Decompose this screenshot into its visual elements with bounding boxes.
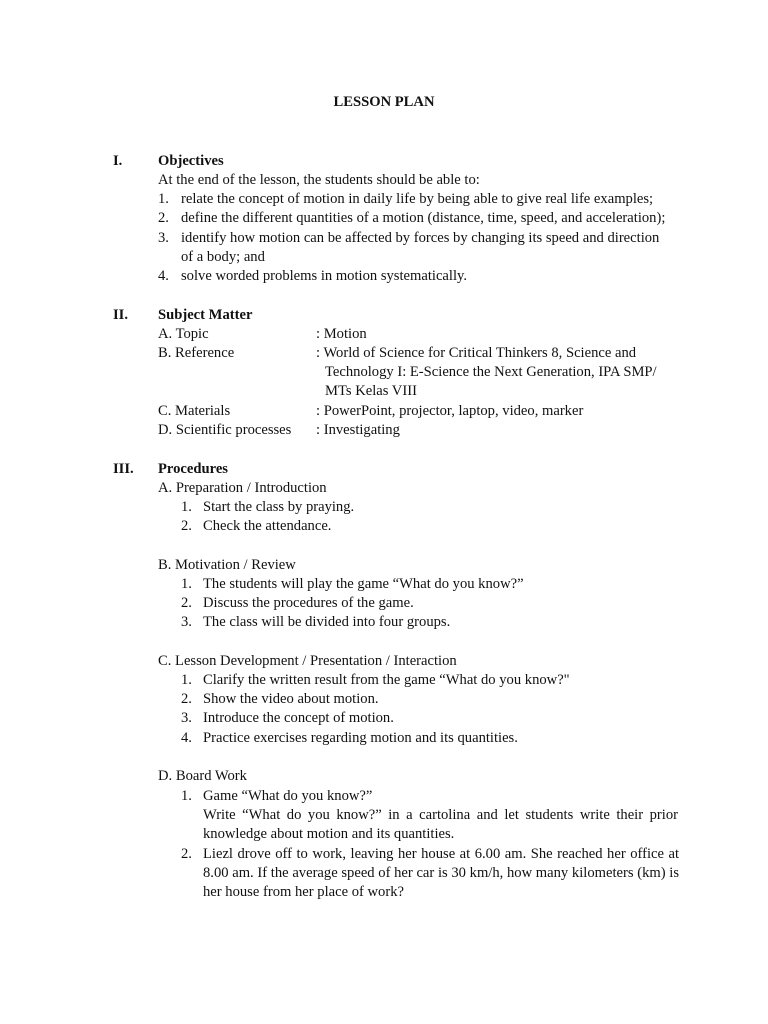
procedure-d-label: D. Board Work — [158, 768, 247, 784]
procedure-b-3-number: 3. — [181, 614, 192, 630]
procedure-a-2-text: Check the attendance. — [203, 518, 332, 534]
procedure-d-1-text: Game “What do you know?” — [203, 788, 373, 804]
objective-1-text: relate the concept of motion in daily life by being able to give real life examples; — [181, 191, 654, 207]
section-1-numeral: I. — [113, 153, 123, 169]
subject-materials-value: : PowerPoint, projector, laptop, video, marker — [316, 403, 584, 419]
subject-reference-value: : World of Science for Critical Thinkers 8, Science and — [316, 345, 637, 361]
procedure-b-2-text: Discuss the procedures of the game. — [203, 595, 414, 611]
subject-processes-value: : Investigating — [316, 422, 400, 438]
procedure-c-label: C. Lesson Development / Presentation / Interaction — [158, 653, 457, 669]
objective-2-text: define the different quantities of a motion (distance, time, speed, and acceleration); — [181, 210, 666, 226]
procedure-c-3-number: 3. — [181, 710, 192, 726]
objective-4-number: 4. — [158, 268, 169, 284]
section-1-heading: Objectives — [158, 153, 224, 169]
procedure-a-1-text: Start the class by praying. — [203, 499, 355, 515]
procedure-c-3-text: Introduce the concept of motion. — [203, 710, 394, 726]
section-3-numeral: III. — [113, 461, 134, 477]
procedure-c-4-number: 4. — [181, 730, 192, 746]
procedure-c-1-number: 1. — [181, 672, 192, 688]
procedure-a-1-number: 1. — [181, 499, 192, 515]
procedure-d-2-number: 2. — [181, 846, 192, 862]
subject-reference-label: B. Reference — [158, 345, 235, 361]
subject-topic-label: A. Topic — [158, 326, 209, 342]
procedure-d-1-number: 1. — [181, 788, 192, 804]
subject-topic-value: : Motion — [316, 326, 367, 342]
objective-3-text-continued: of a body; and — [181, 249, 265, 265]
objective-2-number: 2. — [158, 210, 169, 226]
procedure-b-3-text: The class will be divided into four groups. — [203, 614, 451, 630]
procedure-c-4-text: Practice exercises regarding motion and its quantities. — [203, 730, 518, 746]
objectives-intro: At the end of the lesson, the students should be able to: — [158, 172, 480, 188]
procedure-b-2-number: 2. — [181, 595, 192, 611]
objective-3-number: 3. — [158, 230, 169, 246]
subject-reference-value-line-2: Technology I: E-Science the Next Generation, IPA SMP/ — [325, 364, 657, 380]
section-2-heading: Subject Matter — [158, 307, 253, 323]
procedure-b-1-number: 1. — [181, 576, 192, 592]
objective-4-text: solve worded problems in motion systematically. — [181, 268, 468, 284]
subject-reference-value-line-3: MTs Kelas VIII — [325, 383, 417, 399]
section-2-numeral: II. — [113, 307, 129, 323]
procedure-a-label: A. Preparation / Introduction — [158, 480, 327, 496]
subject-materials-label: C. Materials — [158, 403, 231, 419]
subject-processes-label: D. Scientific processes — [158, 422, 292, 438]
procedure-a-2-number: 2. — [181, 518, 192, 534]
procedure-b-1-text: The students will play the game “What do you know?” — [203, 576, 524, 592]
objective-1-number: 1. — [158, 191, 169, 207]
procedure-d-1-detail: Write “What do you know?” in a cartolina and let students write their prior knowledge about motion and its quantities. — [203, 807, 678, 842]
procedure-c-2-text: Show the video about motion. — [203, 691, 379, 707]
procedure-c-2-number: 2. — [181, 691, 192, 707]
procedure-c-1-text: Clarify the written result from the game “What do you know?" — [203, 672, 570, 688]
procedure-d-2-text: Liezl drove off to work, leaving her house at 6.00 am. She reached her office at 8.00 am. If the average speed of her car is 30 km/h, how many kilometers (km) is her house from her place of work? — [203, 846, 679, 900]
section-3-heading: Procedures — [158, 461, 228, 477]
document-title: LESSON PLAN — [333, 94, 435, 110]
objective-3-text: identify how motion can be affected by forces by changing its speed and direction — [181, 230, 660, 246]
procedure-b-label: B. Motivation / Review — [158, 557, 296, 573]
